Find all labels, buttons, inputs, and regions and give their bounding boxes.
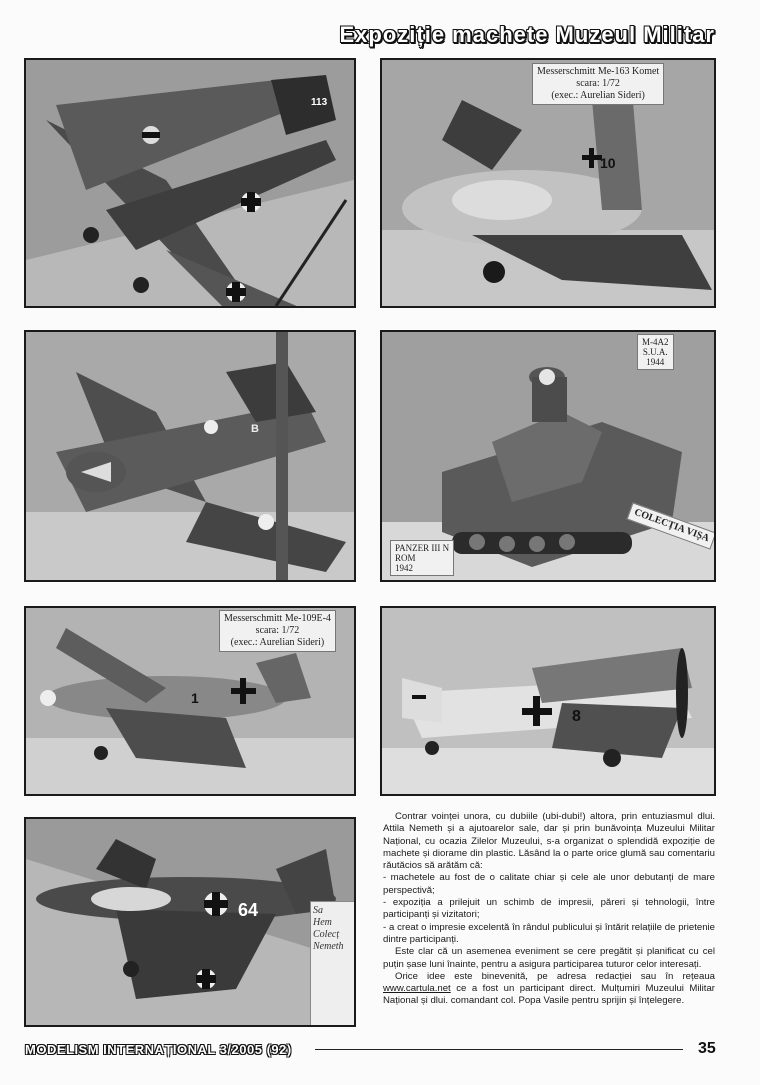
fw190-code: 8 xyxy=(572,708,581,725)
tank-card-line: 1944 xyxy=(646,357,665,367)
page-number: 35 xyxy=(698,1040,716,1057)
tank-card-line: M-4A2 xyxy=(642,337,669,347)
article-paragraph xyxy=(383,971,715,1008)
photo-me163-model xyxy=(380,58,716,308)
article-list-item: - expoziția a prilejuit un schimb de impresii, păreri și tehnologii, între participanți și vizitatori; xyxy=(383,897,715,921)
photo-panzer-model xyxy=(380,330,716,582)
me163-info-card xyxy=(532,63,664,105)
me109e-info-card xyxy=(219,610,336,652)
tank-card-top xyxy=(637,334,674,370)
fw190-model-image xyxy=(382,608,714,794)
me109g-code: 64 xyxy=(238,900,259,920)
me109e-card-line: Messerschmitt Me-109E-4 xyxy=(224,613,331,624)
tank-card-line: S.U.A. xyxy=(642,347,668,357)
magazine-footer-title: MODELISM INTERNAȚIONAL 3/2005 (92) xyxy=(25,1042,292,1057)
b25-code: B xyxy=(251,423,259,435)
photo-me109e-model xyxy=(24,606,356,796)
photo-bomber-model xyxy=(24,58,356,308)
article-paragraph: Este clar că un asemenea eveniment se cere pregătit și planificat cu cel puțin șase luni înainte, pentru a asigura participarea tuturor celor interesați. xyxy=(383,946,715,970)
me163-card-line: (exec.: Aurelian Sideri) xyxy=(551,90,645,101)
tank-card-line: 1942 xyxy=(395,563,413,573)
tank-card-line: ROM xyxy=(395,553,416,563)
tank-card-bottom xyxy=(390,540,454,576)
footer-divider xyxy=(315,1049,683,1050)
photo-fw190-model xyxy=(380,606,716,796)
article-list-item: - machetele au fost de o calitate chiar și cele ale unor debutanți de mare perspectivă; xyxy=(383,872,715,896)
photo-me109g-model xyxy=(24,817,356,1027)
article-text: Orice idee este binevenită, pe adresa redacției sau în rețeaua xyxy=(395,970,715,982)
website-link[interactable]: www.cartula.net xyxy=(383,983,451,995)
b25-model-image xyxy=(26,332,354,580)
article-text: ce a fost un participant direct. Mulțumiri Muzeului Militar Național și dlui. comandant col. Popa Vasile pentru sprijin și înțelegere. xyxy=(383,983,715,1007)
me109g-model-image xyxy=(26,819,354,1025)
photo-b25-model xyxy=(24,330,356,582)
tail-code: 113 xyxy=(311,97,328,108)
article-paragraph: Contrar voinței unora, cu dubiile (ubi-dubi!) altora, prin entuziasmul dlui. Attila Nemeth și a ajutoarelor sale, dar și prin bunăvoința Muzeului Militar Național, cu ocazia Zilelor Muzeului, s-a organizat o splendidă expoziție de machete și diorame din plastic. Lăsând la o parte orice glumă sau comentariu răutăcios să arătăm că: xyxy=(383,811,715,872)
me109e-card-line: (exec.: Aurelian Sideri) xyxy=(230,637,325,648)
me109e-card-line: scara: 1/72 xyxy=(255,625,300,636)
page-title: Expoziție machete Muzeul Militar xyxy=(339,22,715,47)
article-list-item: - a creat o impresie excelentă în rândul publicului și întărit relațiile de prietenie dintre participanți. xyxy=(383,921,715,945)
me109g-collection-card: Sa Hem Colecț Nemeth xyxy=(310,901,356,1027)
me163-code: 10 xyxy=(600,155,616,171)
tank-colectia-card: COLECȚIA VIȘA xyxy=(627,502,716,549)
me163-card-line: scara: 1/72 xyxy=(576,78,620,89)
article-body xyxy=(383,811,715,1008)
me109e-code: 1 xyxy=(191,690,199,706)
me163-card-line: Messerschmitt Me-163 Komet xyxy=(537,66,660,77)
tank-card-line: PANZER III N xyxy=(395,543,450,553)
bomber-model-image xyxy=(26,60,354,306)
